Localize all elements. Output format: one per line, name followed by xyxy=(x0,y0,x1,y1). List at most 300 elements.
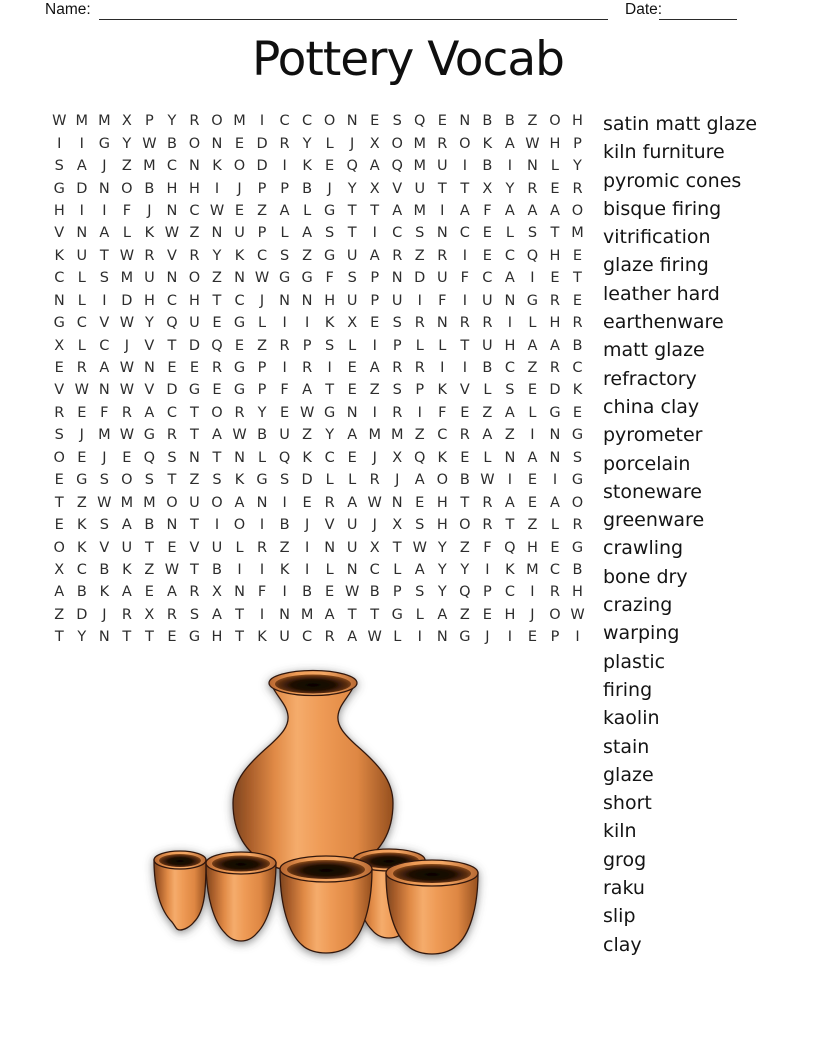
grid-letter: W xyxy=(209,202,225,219)
grid-letter: G xyxy=(301,270,313,287)
grid-letter: S xyxy=(347,270,357,287)
grid-letter: P xyxy=(145,113,154,130)
grid-letter: Z xyxy=(482,404,493,421)
grid-letter: Y xyxy=(325,427,335,444)
grid-letter: X xyxy=(392,517,403,534)
grid-letter: V xyxy=(54,225,65,242)
grid-letter: I xyxy=(259,606,265,623)
grid-letter: E xyxy=(572,292,583,309)
grid-row xyxy=(48,132,589,154)
grid-letter: G xyxy=(324,247,336,264)
word-list-item: warping xyxy=(603,622,680,645)
grid-letter: T xyxy=(212,292,222,309)
grid-letter: A xyxy=(504,270,515,287)
grid-letter: I xyxy=(282,494,287,511)
grid-letter: M xyxy=(233,113,246,130)
grid-letter: M xyxy=(75,113,89,130)
grid-letter: S xyxy=(279,472,290,489)
grid-letter: V xyxy=(392,180,403,197)
grid-row xyxy=(48,267,589,289)
grid-letter: R xyxy=(189,113,200,130)
grid-letter: E xyxy=(77,404,87,421)
grid-letter: C xyxy=(324,449,335,466)
word-list-item: vitrification xyxy=(603,226,711,249)
grid-letter: D xyxy=(166,382,178,399)
grid-letter: T xyxy=(122,629,132,646)
grid-letter: L xyxy=(122,225,131,242)
grid-letter: I xyxy=(214,517,220,534)
grid-letter: B xyxy=(144,517,155,534)
grid-letter: G xyxy=(256,472,268,489)
grid-letter: K xyxy=(144,225,155,242)
grid-letter: N xyxy=(436,315,448,332)
grid-letter: T xyxy=(235,606,244,623)
grid-letter: F xyxy=(483,202,492,219)
grid-letter: I xyxy=(485,561,490,578)
cup-shape xyxy=(280,856,372,953)
grid-letter: O xyxy=(188,135,201,152)
grid-letter: E xyxy=(460,404,470,421)
grid-letter: I xyxy=(214,180,220,197)
grid-letter: T xyxy=(370,606,380,623)
grid-letter: O xyxy=(233,158,246,175)
grid-letter: I xyxy=(462,360,467,377)
grid-letter: A xyxy=(392,202,403,219)
grid-letter: T xyxy=(190,561,199,578)
grid-letter: E xyxy=(550,539,560,556)
grid-letter: N xyxy=(166,270,178,287)
grid-letter: U xyxy=(482,292,493,309)
grid-letter: L xyxy=(528,315,537,332)
grid-row xyxy=(48,334,589,356)
grid-letter: B xyxy=(459,472,470,489)
grid-row xyxy=(48,312,589,334)
grid-letter: I xyxy=(259,561,265,578)
grid-letter: G xyxy=(53,315,65,332)
grid-letter: T xyxy=(190,404,199,421)
word-list-item: porcelain xyxy=(603,452,691,475)
grid-letter: Z xyxy=(504,427,515,444)
grid-letter: L xyxy=(528,404,537,421)
grid-letter: I xyxy=(552,472,558,489)
grid-letter: K xyxy=(302,158,312,175)
word-list-item: matt glaze xyxy=(603,339,705,362)
grid-letter: Z xyxy=(212,270,222,287)
word-list-item: earthenware xyxy=(603,311,724,334)
grid-letter: R xyxy=(459,427,470,444)
grid-letter: N xyxy=(279,606,290,623)
grid-letter: E xyxy=(415,494,425,511)
grid-letter: C xyxy=(504,584,515,601)
grid-letter: O xyxy=(121,472,133,489)
grid-letter: E xyxy=(54,472,64,489)
grid-letter: R xyxy=(369,472,380,489)
grid-letter: N xyxy=(301,292,313,309)
grid-letter: W xyxy=(367,494,382,511)
grid-letter: K xyxy=(437,382,448,399)
grid-letter: S xyxy=(392,382,402,399)
grid-letter: A xyxy=(212,427,222,444)
grid-letter: X xyxy=(369,135,380,152)
grid-letter: P xyxy=(280,180,289,197)
grid-letter: P xyxy=(392,337,402,354)
grid-letter: G xyxy=(391,606,403,623)
grid-letter: I xyxy=(259,517,265,534)
grid-letter: Y xyxy=(573,158,582,175)
grid-letter: O xyxy=(211,404,223,421)
grid-letter: E xyxy=(212,382,222,399)
grid-row xyxy=(48,245,589,267)
word-list-item: kiln xyxy=(603,820,637,843)
grid-letter: E xyxy=(122,449,132,466)
grid-letter: X xyxy=(54,561,65,578)
grid-letter: C xyxy=(459,225,470,242)
grid-letter: N xyxy=(346,404,358,421)
grid-letter: G xyxy=(571,427,584,444)
grid-letter: E xyxy=(279,404,290,421)
grid-letter: E xyxy=(189,360,200,377)
grid-letter: R xyxy=(302,360,313,377)
grid-letter: T xyxy=(54,494,64,511)
grid-letter: E xyxy=(212,315,222,332)
grid-letter: G xyxy=(188,629,201,646)
grid-letter: Y xyxy=(77,629,87,646)
grid-letter: S xyxy=(99,517,109,534)
grid-letter: W xyxy=(570,606,585,623)
grid-letter: W xyxy=(97,494,112,511)
grid-letter: E xyxy=(77,449,87,466)
grid-letter: W xyxy=(480,472,495,489)
grid-letter: T xyxy=(347,202,357,219)
grid-letter: S xyxy=(167,449,177,466)
grid-letter: N xyxy=(98,180,110,197)
grid-letter: R xyxy=(234,404,245,421)
grid-letter: O xyxy=(211,113,223,130)
grid-letter: K xyxy=(54,247,65,264)
grid-letter: L xyxy=(325,135,334,152)
cup-shape xyxy=(386,860,478,954)
grid-letter: Z xyxy=(279,539,290,556)
grid-letter: I xyxy=(440,202,445,219)
grid-letter: U xyxy=(436,270,448,287)
grid-letter: Q xyxy=(166,315,178,332)
grid-letter: K xyxy=(437,449,448,466)
grid-letter: R xyxy=(121,404,132,421)
grid-letter: S xyxy=(505,382,515,399)
grid-letter: C xyxy=(256,247,268,264)
grid-letter: I xyxy=(507,472,513,489)
grid-letter: N xyxy=(459,113,471,130)
grid-letter: T xyxy=(392,539,402,556)
grid-letter: P xyxy=(257,180,267,197)
grid-letter: D xyxy=(76,180,88,197)
grid-letter: F xyxy=(122,202,132,219)
grid-letter: R xyxy=(392,404,403,421)
grid-letter: N xyxy=(256,494,268,511)
grid-letter: I xyxy=(507,315,513,332)
grid-letter: T xyxy=(167,472,177,489)
grid-letter: Q xyxy=(211,337,223,354)
grid-letter: J xyxy=(485,629,490,646)
grid-letter: H xyxy=(549,315,561,332)
grid-letter: L xyxy=(505,225,514,242)
grid-letter: K xyxy=(77,539,87,556)
grid-letter: I xyxy=(102,202,107,219)
grid-letter: I xyxy=(530,584,535,601)
grid-letter: C xyxy=(572,360,583,377)
grid-letter: C xyxy=(549,561,561,578)
grid-letter: K xyxy=(122,561,132,578)
grid-letter: E xyxy=(234,337,245,354)
grid-letter: R xyxy=(144,247,155,264)
grid-letter: L xyxy=(348,337,357,354)
grid-letter: A xyxy=(459,202,470,219)
grid-letter: M xyxy=(120,270,134,287)
grid-letter: Z xyxy=(369,382,380,399)
grid-letter: K xyxy=(257,629,267,646)
grid-letter: Z xyxy=(414,427,425,444)
grid-letter: B xyxy=(482,113,493,130)
grid-letter: R xyxy=(392,360,403,377)
grid-letter: R xyxy=(572,180,583,197)
grid-letter: S xyxy=(415,225,425,242)
grid-letter: N xyxy=(189,158,200,175)
grid-letter: R xyxy=(279,135,290,152)
grid-letter: C xyxy=(76,561,87,578)
grid-letter: N xyxy=(549,427,561,444)
grid-letter: T xyxy=(460,494,470,511)
vase-shape xyxy=(233,671,393,875)
grid-row xyxy=(48,424,589,446)
grid-letter: H xyxy=(166,180,178,197)
grid-letter: G xyxy=(571,472,584,489)
grid-row xyxy=(48,357,589,379)
grid-letter: S xyxy=(54,158,64,175)
grid-letter: O xyxy=(549,113,561,130)
page-title: Pottery Vocab xyxy=(251,32,564,87)
grid-letter: M xyxy=(300,606,314,623)
grid-letter: B xyxy=(99,561,110,578)
grid-letter: L xyxy=(235,539,244,556)
grid-letter: H xyxy=(324,292,336,309)
grid-letter: C xyxy=(189,202,200,219)
grid-letter: C xyxy=(504,360,515,377)
grid-letter: Q xyxy=(504,539,516,556)
grid-letter: I xyxy=(372,337,377,354)
grid-letter: N xyxy=(279,292,290,309)
word-list-item: short xyxy=(603,792,652,815)
word-search-grid xyxy=(48,110,589,649)
word-list-item: bone dry xyxy=(603,565,688,588)
grid-letter: E xyxy=(550,270,560,287)
grid-letter: X xyxy=(482,180,493,197)
grid-letter: C xyxy=(166,158,177,175)
grid-letter: D xyxy=(76,606,88,623)
grid-row xyxy=(48,559,589,581)
grid-letter: M xyxy=(98,427,111,444)
grid-letter: X xyxy=(347,315,358,332)
grid-letter: A xyxy=(54,584,65,601)
grid-letter: E xyxy=(370,315,380,332)
grid-letter: V xyxy=(166,247,177,264)
grid-letter: S xyxy=(392,315,402,332)
grid-letter: S xyxy=(527,225,538,242)
grid-letter: Z xyxy=(189,472,200,489)
grid-letter: L xyxy=(550,517,559,534)
grid-letter: W xyxy=(299,404,315,421)
grid-letter: Z xyxy=(54,606,65,623)
grid-letter: A xyxy=(369,247,380,264)
grid-letter: A xyxy=(121,517,132,534)
grid-letter: A xyxy=(549,202,560,219)
grid-letter: T xyxy=(54,629,64,646)
grid-letter: Z xyxy=(257,337,268,354)
grid-letter: A xyxy=(414,561,425,578)
grid-row xyxy=(48,581,589,603)
grid-letter: L xyxy=(77,292,86,309)
grid-letter: S xyxy=(189,606,200,623)
grid-letter: M xyxy=(143,158,156,175)
name-input-line[interactable] xyxy=(99,19,608,20)
grid-letter: W xyxy=(74,382,89,399)
grid-letter: B xyxy=(572,337,583,354)
grid-letter: T xyxy=(167,337,177,354)
word-list-item: kiln furniture xyxy=(603,141,725,164)
grid-letter: H xyxy=(436,494,448,511)
grid-letter: M xyxy=(98,113,111,130)
grid-letter: L xyxy=(77,337,86,354)
grid-letter: R xyxy=(257,539,268,556)
grid-letter: H xyxy=(53,202,65,219)
grid-letter: I xyxy=(462,247,467,264)
word-list-item: kaolin xyxy=(603,707,660,730)
grid-letter: I xyxy=(304,315,310,332)
grid-row xyxy=(48,626,589,648)
grid-letter: Y xyxy=(505,180,515,197)
word-list-item: slip xyxy=(603,905,636,928)
word-list-item: firing xyxy=(603,678,653,701)
grid-letter: D xyxy=(121,292,133,309)
word-list-item: crazing xyxy=(603,594,673,617)
grid-letter: M xyxy=(526,561,539,578)
grid-letter: J xyxy=(304,517,310,534)
grid-letter: R xyxy=(189,584,200,601)
grid-letter: A xyxy=(482,427,493,444)
grid-letter: W xyxy=(119,360,135,377)
grid-letter: E xyxy=(234,135,245,152)
grid-letter: G xyxy=(278,270,291,287)
grid-letter: J xyxy=(350,135,355,152)
grid-letter: I xyxy=(372,404,377,421)
grid-letter: U xyxy=(189,315,200,332)
grid-letter: N xyxy=(436,225,448,242)
word-list-item: crawling xyxy=(603,537,684,560)
grid-letter: N xyxy=(436,629,448,646)
grid-letter: J xyxy=(102,449,107,466)
word-list-item: refractory xyxy=(603,367,697,390)
date-label: Date: xyxy=(625,1,663,18)
grid-letter: N xyxy=(211,225,223,242)
grid-letter: U xyxy=(346,517,358,534)
grid-letter: I xyxy=(79,202,84,219)
grid-letter: S xyxy=(572,449,583,466)
grid-letter: I xyxy=(372,225,377,242)
grid-letter: H xyxy=(572,584,583,601)
grid-letter: I xyxy=(507,158,513,175)
grid-letter: R xyxy=(324,629,335,646)
grid-letter: L xyxy=(550,158,559,175)
grid-letter: T xyxy=(550,225,560,242)
grid-letter: O xyxy=(459,135,471,152)
grid-letter: O xyxy=(459,517,471,534)
grid-letter: S xyxy=(99,270,109,287)
grid-letter: S xyxy=(325,337,335,354)
grid-letter: F xyxy=(325,270,334,287)
grid-letter: X xyxy=(212,584,222,601)
grid-letter: N xyxy=(76,225,88,242)
grid-letter: C xyxy=(504,247,515,264)
grid-letter: Z xyxy=(459,539,470,556)
grid-letter: U xyxy=(121,539,133,556)
grid-letter: V xyxy=(99,315,110,332)
grid-letter: X xyxy=(54,337,65,354)
grid-letter: E xyxy=(167,629,177,646)
grid-letter: L xyxy=(325,561,334,578)
grid-letter: N xyxy=(53,292,65,309)
grid-letter: I xyxy=(259,113,265,130)
grid-row xyxy=(48,290,589,312)
grid-row xyxy=(48,110,589,132)
grid-letter: H xyxy=(572,113,583,130)
grid-letter: U xyxy=(436,158,448,175)
grid-letter: P xyxy=(482,584,492,601)
grid-letter: P xyxy=(257,360,267,377)
grid-letter: A xyxy=(549,337,560,354)
grid-letter: I xyxy=(440,360,445,377)
grid-letter: N xyxy=(526,158,538,175)
grid-letter: A xyxy=(527,202,538,219)
grid-letter: R xyxy=(121,606,132,623)
word-list-item: bisque firing xyxy=(603,197,722,220)
grid-letter: R xyxy=(549,584,560,601)
grid-letter: M xyxy=(390,427,404,444)
grid-letter: L xyxy=(438,337,447,354)
date-input-line[interactable] xyxy=(659,19,737,20)
grid-letter: A xyxy=(166,584,177,601)
grid-letter: X xyxy=(121,113,132,130)
grid-letter: F xyxy=(460,270,469,287)
grid-letter: U xyxy=(189,494,200,511)
grid-letter: I xyxy=(530,270,535,287)
grid-letter: R xyxy=(324,494,335,511)
grid-letter: L xyxy=(483,449,492,466)
grid-letter: T xyxy=(235,629,244,646)
grid-letter: N xyxy=(143,360,155,377)
grid-letter: B xyxy=(302,180,313,197)
grid-letter: L xyxy=(258,315,267,332)
grid-letter: P xyxy=(370,270,380,287)
grid-letter: K xyxy=(234,472,245,489)
grid-letter: H xyxy=(189,180,200,197)
grid-letter: E xyxy=(302,494,312,511)
grid-letter: I xyxy=(327,360,332,377)
grid-letter: D xyxy=(188,337,201,354)
grid-letter: Y xyxy=(347,180,357,197)
word-list-item: clay xyxy=(603,933,642,956)
grid-letter: Z xyxy=(527,360,538,377)
grid-letter: O xyxy=(391,135,403,152)
grid-letter: T xyxy=(325,382,335,399)
